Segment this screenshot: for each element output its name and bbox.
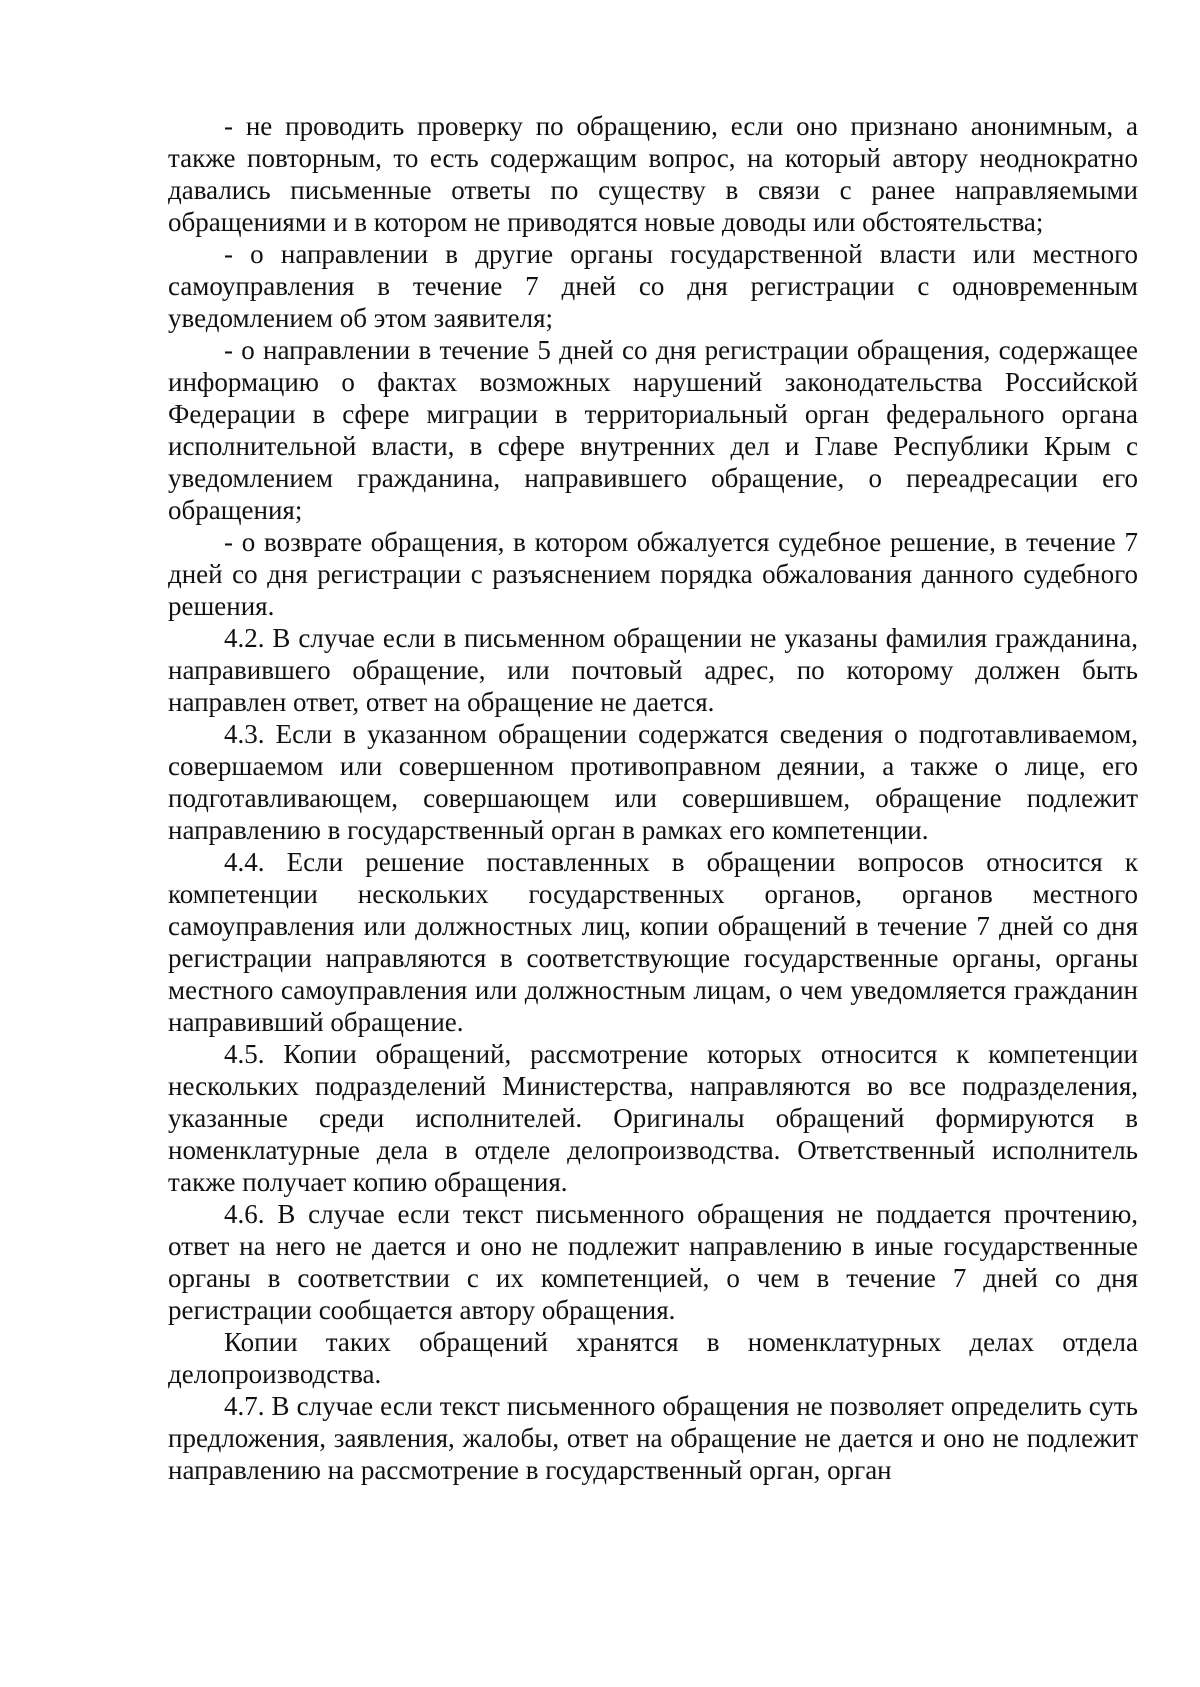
paragraph-section-4-4: 4.4. Если решение поставленных в обращении вопросов относится к компетенции нескольких государственных органов, органов местного самоуправления или должностных лиц, копии обращений в течение 7 дней со дня регистрации направляются в соответствующие государственные органы, органы местного самоуправления или должностным лицам, о чем уведомляется гражданин направивший обращение. (168, 847, 1138, 1037)
paragraph-anonymous-check: - не проводить проверку по обращению, если оно признано анонимным, а также повторным, то есть содержащим вопрос, на который автору неоднократно давались письменные ответы по существу в связи с ранее направляемыми обращениями и в котором не приводятся новые доводы или обстоятельства; (168, 111, 1138, 237)
paragraph-section-4-2: 4.2. В случае если в письменном обращении не указаны фамилия гражданина, направившего обращение, или почтовый адрес, по которому должен быть направлен ответ, ответ на обращение не дается. (168, 623, 1138, 717)
paragraph-section-4-7: 4.7. В случае если текст письменного обращения не позволяет определить суть предложения, заявления, жалобы, ответ на обращение не дается и оно не подлежит направлению на рассмотрение в государственный орган, орган (168, 1391, 1138, 1485)
paragraph-redirect-other-bodies: - о направлении в другие органы государственной власти или местного самоуправления в течение 7 дней со дня регистрации с одновременным уведомлением об этом заявителя; (168, 239, 1138, 333)
paragraph-section-4-6: 4.6. В случае если текст письменного обращения не поддается прочтению, ответ на него не дается и оно не подлежит направлению в иные государственные органы в соответствии с их компетенцией, о чем в течение 7 дней со дня регистрации сообщается автору обращения. (168, 1199, 1138, 1325)
paragraph-section-4-3: 4.3. Если в указанном обращении содержатся сведения о подготавливаемом, совершаемом или совершенном противоправном деянии, а также о лице, его подготавливающем, совершающем или совершившем, обращение подлежит направлению в государственный орган в рамках его компетенции. (168, 719, 1138, 845)
paragraph-section-4-5: 4.5. Копии обращений, рассмотрение которых относится к компетенции нескольких подразделений Министерства, направляются во все подразделения, указанные среди исполнителей. Оригиналы обращений формируются в номенклатурные дела в отделе делопроизводства. Ответственный исполнитель также получает копию обращения. (168, 1039, 1138, 1197)
paragraph-copies-storage: Копии таких обращений хранятся в номенклатурных делах отдела делопроизводства. (168, 1327, 1138, 1389)
paragraph-return-court-decision: - о возврате обращения, в котором обжалуется судебное решение, в течение 7 дней со дня регистрации с разъяснением порядка обжалования данного судебного решения. (168, 527, 1138, 621)
document-page (168, 110, 1138, 1486)
paragraph-redirect-migration: - о направлении в течение 5 дней со дня регистрации обращения, содержащее информацию о фактах возможных нарушений законодательства Российской Федерации в сфере миграции в территориальный орган федерального органа исполнительной власти, в сфере внутренних дел и Главе Республики Крым с уведомлением гражданина, направившего обращение, о переадресации его обращения; (168, 335, 1138, 525)
